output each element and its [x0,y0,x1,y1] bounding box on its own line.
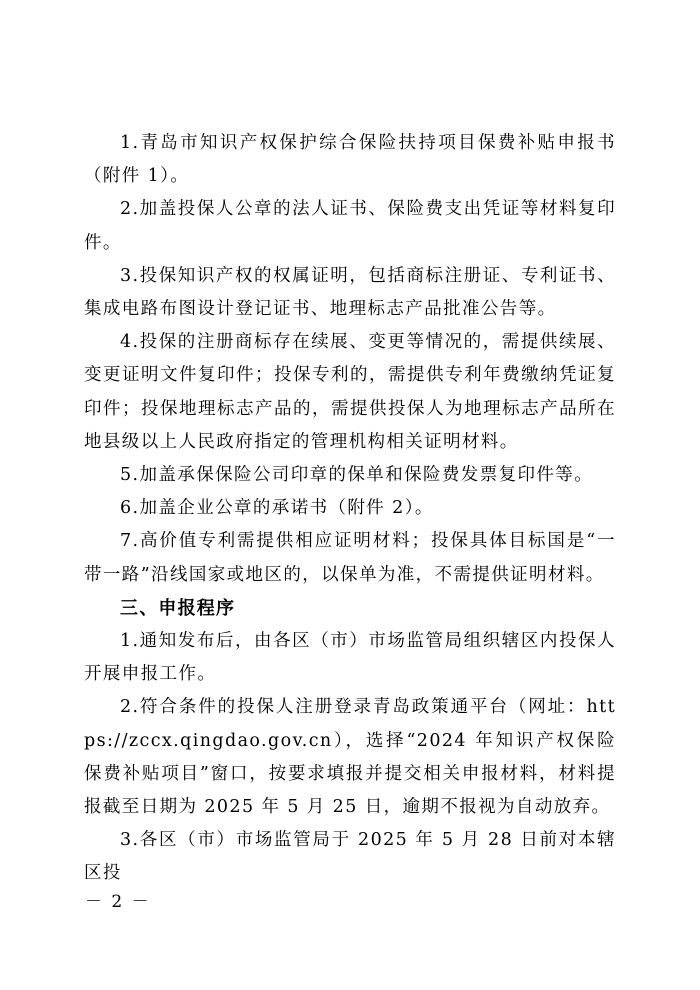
page-number: － 2 － [85,892,151,912]
material-item-6: 6.加盖企业公章的承诺书（附件 2）。 [120,498,434,519]
material-item-4: 4.投保的注册商标存在续展、变更等情况的，需提供续展、变更证明文件复印件；投保专利的，需提供专利年费缴纳凭证复印件；投保地理标志产品的，需提供投保人为地理标志产品所在地县级以上人民政府指定的管理机构相关证明材料。 [84,332,616,452]
procedure-item-2: 2.符合条件的投保人注册登录青岛政策通平台（网址：https://zccx.qingdao.gov.cn），选择“2024 年知识产权保险保费补贴项目”窗口，按要求填报并提交相关申报材料，材料提报截至日期为 2025 年 5 月 25 日，逾期不报视为自动放弃。 [84,697,616,818]
material-item-3: 3.投保知识产权的权属证明，包括商标注册证、专利证书、集成电路布图设计登记证书、地理标志产品批准公告等。 [84,265,616,320]
material-item-2: 2.加盖投保人公章的法人证书、保险费支出凭证等材料复印件。 [84,199,616,253]
procedure-item-3: 3.各区（市）市场监管局于 2025 年 5 月 28 日前对本辖区投 [84,830,616,884]
procedure-item-1: 1.通知发布后，由各区（市）市场监管局组织辖区内投保人开展申报工作。 [84,631,616,685]
material-item-1: 1.青岛市知识产权保护综合保险扶持项目保费补贴申报书（附件 1）。 [84,133,616,187]
material-item-5: 5.加盖承保保险公司印章的保单和保险费发票复印件等。 [120,465,594,486]
document-body [84,127,616,891]
material-item-7: 7.高价值专利需提供相应证明材料；投保具体目标国是“一带一路”沿线国家或地区的，以保单为准，不需提供证明材料。 [84,531,616,585]
section-heading: 三、申报程序 [120,597,236,619]
